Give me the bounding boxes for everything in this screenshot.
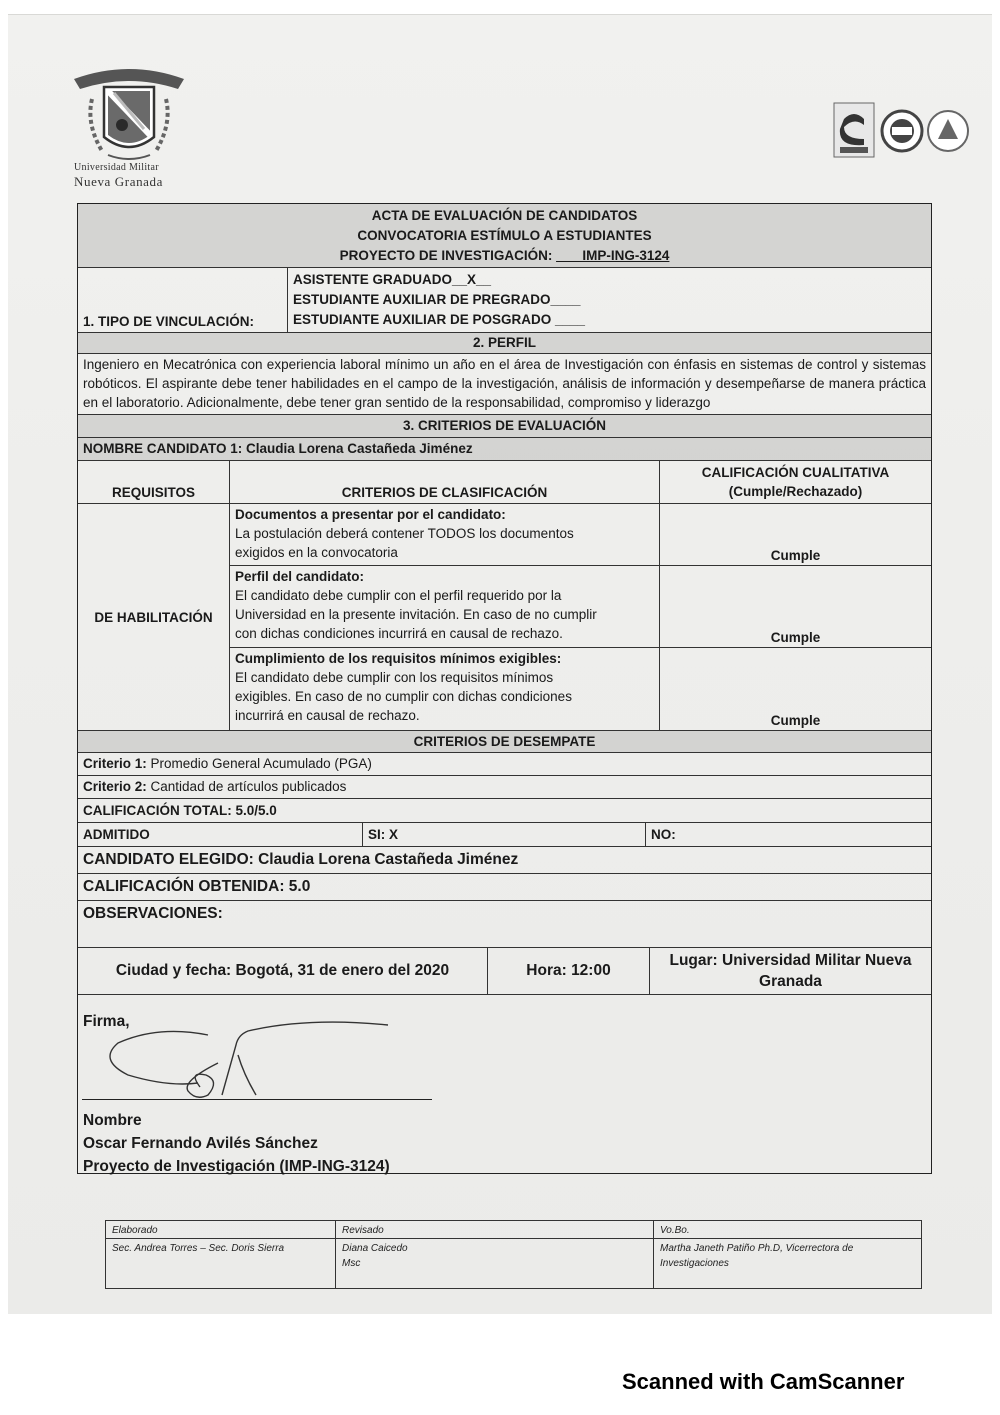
vinculacion-label: 1. TIPO DE VINCULACIÓN: [78,268,288,332]
form-title-row [78,204,931,268]
vinculacion-option: ESTUDIANTE AUXILIAR DE PREGRADO____ [293,292,581,307]
criterion-item [230,504,659,566]
candidato-name: NOMBRE CANDIDATO 1: Claudia Lorena Castañeda Jiménez [83,441,473,456]
university-name-line2: Nueva Granada [74,174,164,189]
calificacion-total-row [78,799,931,823]
criterion-text: incurrirá en causal de rechazo. [235,708,420,723]
vobo-label: Vo.Bo. [654,1223,921,1239]
criterios-header: 3. CRITERIOS DE EVALUACIÓN [402,418,607,433]
revisado-label: Revisado [336,1223,653,1239]
criteria-header-row [78,461,931,504]
perfil-header: 2. PERFIL [472,335,536,350]
desempate-header-row [78,731,931,753]
col-header-requisitos: REQUISITOS [78,461,230,503]
university-crest-logo [64,59,194,164]
perfil-text: Ingeniero en Mecatrónica con experiencia laboral mínimo un año en el área de Investigación con énfasis en sistemas de control y sistemas robóticos. El aspirante debe tener habilidades en el campo de la investigación, análisis de información y desempeñarse de manera práctica en el laboratorio. Adicionalmente, debe tener gran sentido de la responsabilidad, compromiso y liderazgo [83,357,926,410]
criterio1-value: Promedio General Acumulado (PGA) [150,756,372,771]
calificacion-obtenida-row [78,874,931,901]
signature-graphic [88,1015,408,1105]
criterion-item [230,566,659,648]
col-header-calificacion-l2: (Cumple/Rechazado) [728,484,863,499]
criterio2-label: Criterio 2: [83,779,147,794]
criterion-title: Documentos a presentar por el candidato: [235,507,506,522]
signature-line [82,1099,432,1100]
signer-block [83,1109,390,1178]
criterion-item [230,648,659,730]
signer-name: Oscar Fernando Avilés Sánchez [83,1135,318,1152]
criteria-column [230,504,660,730]
calificacion-obtenida: CALIFICACIÓN OBTENIDA: 5.0 [83,878,311,895]
observaciones-row [78,901,931,948]
criterion-text: La postulación deberá contener TODOS los documentos [235,526,574,541]
lugar: Lugar: Universidad Militar Nueva Granada [669,952,912,990]
calificacion-total: CALIFICACIÓN TOTAL: 5.0/5.0 [83,803,277,818]
criterio1-row [78,753,931,776]
elaborado-column [106,1221,336,1288]
criterion-text: Universidad en la presente invitación. En caso de no cumplir [235,607,597,622]
certification-seals-logo [830,97,980,167]
revisado-degree: Msc [342,1258,361,1269]
revisado-column [336,1221,654,1288]
criterio2-value: Cantidad de artículos publicados [150,779,347,794]
perfil-header-row [78,333,931,354]
vinculacion-option: ESTUDIANTE AUXILIAR DE POSGRADO ____ [293,312,586,327]
candidato-elegido: CANDIDATO ELEGIDO: Claudia Lorena Castañeda Jiménez [83,851,519,868]
admitido-si: SI: X [363,823,646,846]
criterion-text: El candidato debe cumplir con los requisitos mínimos [235,670,554,685]
university-name [74,161,163,189]
criterion-result: Cumple [660,566,931,648]
desempate-header: CRITERIOS DE DESEMPATE [413,734,596,749]
ciudad-fecha: Ciudad y fecha: Bogotá, 31 de enero del 2020 [78,948,488,994]
hora: Hora: 12:00 [488,948,650,994]
candidato-row [78,438,931,461]
nombre-label: Nombre [83,1112,142,1129]
observaciones: OBSERVACIONES: [83,905,223,922]
firma-row [78,995,931,1173]
vobo-value-l2: Investigaciones [660,1258,729,1269]
project-label: PROYECTO DE INVESTIGACIÓN: [339,248,553,263]
fecha-lugar-row [78,948,931,995]
col-header-calificacion [660,461,931,503]
vinculacion-option: ASISTENTE GRADUADO__X__ [293,272,492,287]
admitido-label: ADMITIDO [78,823,363,846]
criterion-text: exigidos en la convocatoria [235,545,398,560]
form-title: ACTA DE EVALUACIÓN DE CANDIDATOS [371,208,638,223]
criterion-text: con dichas condiciones incurrirá en causal de rechazo. [235,626,563,641]
calificacion-column [660,504,931,730]
criterios-header-row [78,415,931,438]
camscanner-watermark: Scanned with CamScanner [622,1369,905,1394]
candidato-elegido-row [78,847,931,874]
project-line [78,246,931,266]
criterion-result: Cumple [660,504,931,566]
criterion-text: exigibles. En caso de no cumplir con dichas condiciones [235,689,572,704]
admitido-no: NO: [651,827,676,842]
vobo-value: Martha Janeth Patiño Ph.D, Vicerrectora de [660,1243,854,1254]
vobo-column [654,1221,921,1288]
perfil-text-row [78,354,931,415]
project-code: ___ IMP-ING-3124 [556,248,670,263]
criterion-title: Perfil del candidato: [235,569,365,584]
university-name-line1: Universidad Militar [74,162,159,173]
evaluation-form [77,203,932,1174]
revisado-value: Diana Caicedo [342,1243,408,1254]
criterion-result: Cumple [770,713,821,728]
vinculacion-row [78,268,931,333]
criterio2-row [78,776,931,799]
habilitacion-label: DE HABILITACIÓN [78,504,230,730]
elaborado-label: Elaborado [106,1223,335,1239]
signer-project: Proyecto de Investigación (IMP-ING-3124) [83,1158,390,1175]
elaborado-value: Sec. Andrea Torres – Sec. Doris Sierra [112,1243,285,1254]
criterion-title: Cumplimiento de los requisitos mínimos exigibles: [235,651,562,666]
firma-label: Firma, [83,1013,130,1030]
admitido-row [78,823,931,847]
form-subtitle: CONVOCATORIA ESTÍMULO A ESTUDIANTES [357,228,652,243]
criterio1-label: Criterio 1: [83,756,147,771]
col-header-calificacion-l1: CALIFICACIÓN CUALITATIVA [701,465,890,480]
criteria-table [78,504,931,731]
vinculacion-options [288,268,931,332]
criterion-text: El candidato debe cumplir con el perfil requerido por la [235,588,562,603]
approval-table [105,1220,922,1289]
col-header-criterios: CRITERIOS DE CLASIFICACIÓN [230,461,660,503]
